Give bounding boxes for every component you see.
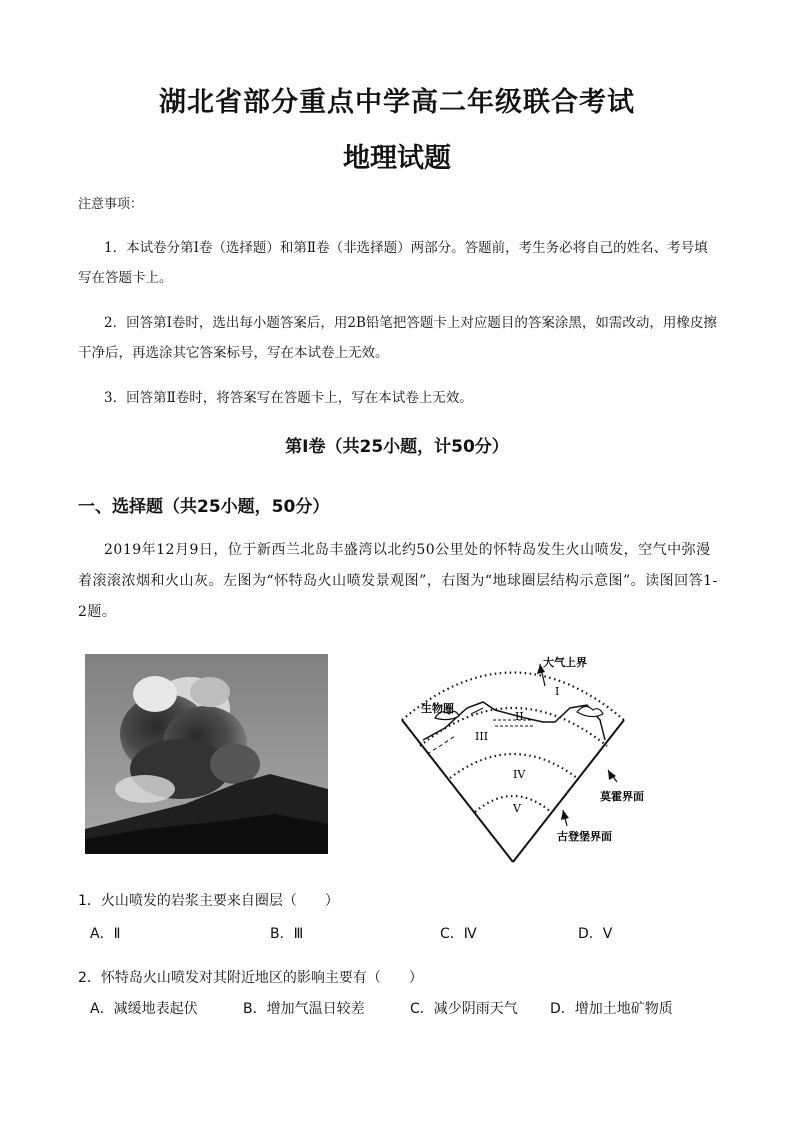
notice-item-1: 1．本试卷分第Ⅰ卷（选择题）和第Ⅱ卷（非选择题）两部分。答题前，考生务必将自己的姓名、考号填写在答题卡上。 — [78, 240, 708, 286]
layer-label-3: III — [475, 730, 489, 743]
exam-subtitle: 地理试题 — [343, 143, 451, 174]
question-stem-1-2: 2019年12月9日，位于新西兰北岛丰盛湾以北约50公里处的怀特岛发生火山喷发，空气中弥漫着滚滚浓烟和火山灰。左图为“怀特岛火山喷发景观图”，右图为“地球圈层结构示意图”。读图回答1-2题。 — [78, 542, 718, 620]
volcano-eruption-photo — [85, 654, 328, 854]
notice-label: 注意事项： — [78, 197, 144, 212]
layer-label-4: IV — [513, 768, 526, 781]
label-gutenberg: 古登堡界面 — [557, 830, 612, 843]
section-title: 第Ⅰ卷（共25小题，计50分） — [285, 437, 509, 457]
part-title: 一、选择题（共25小题，50分） — [78, 497, 330, 517]
ocean-floor-dash — [427, 736, 455, 754]
q2-option-b[interactable]: B．增加气温日较差 — [243, 1001, 365, 1017]
cloud-icon — [577, 706, 603, 716]
earth-layers-diagram — [395, 650, 695, 870]
layer-label-5: V — [513, 802, 521, 815]
q1-option-a[interactable]: A．Ⅱ — [90, 926, 121, 942]
label-biosphere: 生物圈 — [421, 702, 454, 715]
q2-option-c[interactable]: C．减少阴雨天气 — [410, 1001, 518, 1017]
label-moho: 莫霍界面 — [600, 790, 644, 803]
q1-option-c[interactable]: C．Ⅳ — [440, 926, 477, 942]
q2-option-d[interactable]: D．增加土地矿物质 — [550, 1001, 673, 1017]
layer-label-1: I — [555, 685, 560, 698]
question-2: 2．怀特岛火山喷发对其附近地区的影响主要有（ ） — [78, 970, 423, 986]
q1-option-d[interactable]: D．Ⅴ — [578, 926, 613, 942]
question-1: 1．火山喷发的岩浆主要来自圈层（ ） — [78, 893, 339, 909]
exam-title: 湖北省部分重点中学高二年级联合考试 — [159, 87, 635, 118]
notice-item-3: 3．回答第Ⅱ卷时，将答案写在答题卡上，写在本试卷上无效。 — [104, 390, 473, 406]
label-upper-atmosphere: 大气上界 — [543, 656, 587, 669]
q2-option-a[interactable]: A．减缓地表起伏 — [90, 1001, 198, 1017]
q1-option-b[interactable]: B．Ⅲ — [270, 926, 304, 942]
diagram-left-edge — [402, 720, 513, 862]
water-surface-dash — [493, 720, 535, 726]
notice-item-2: 2．回答第Ⅰ卷时，选出每小题答案后，用2B铅笔把答题卡上对应题目的答案涂黑，如需改动，用橡皮擦干净后，再选涂其它答案标号，写在本试卷上无效。 — [78, 315, 717, 361]
layer-label-2: II — [515, 710, 524, 723]
